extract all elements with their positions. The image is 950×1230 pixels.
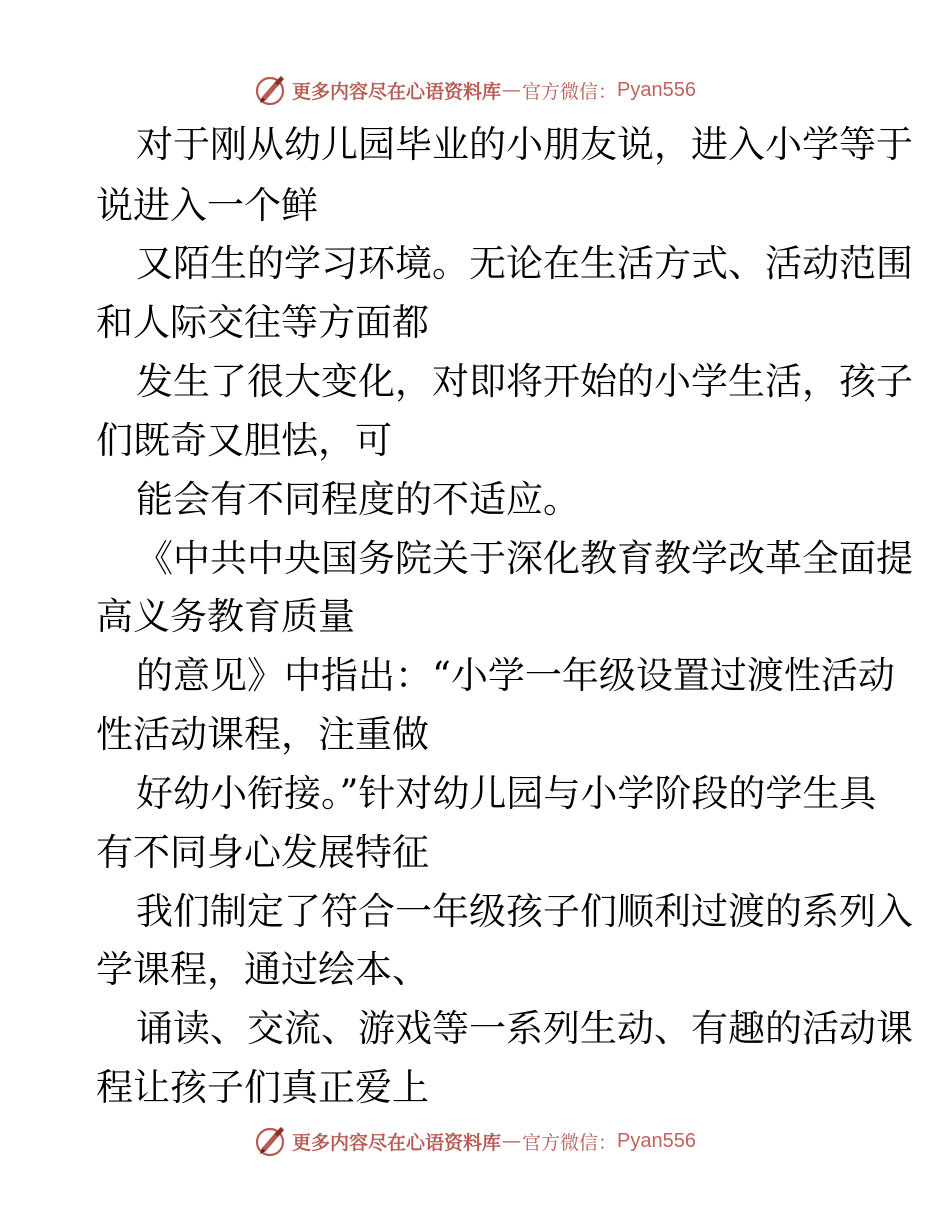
watermark-site-text: 更多内容尽在心语资料库 xyxy=(292,80,502,103)
text-line: 说进入一个鲜 xyxy=(96,184,318,227)
watermark-official-label: 官方微信： xyxy=(522,80,618,103)
watermark-separator: — xyxy=(502,79,522,101)
text-line: 们既奇又胆怯，可 xyxy=(96,419,392,462)
watermark-wechat-id: Pyan556 xyxy=(617,78,696,101)
text-line: 又陌生的学习环境。无论在生活方式、活动范围 xyxy=(136,242,913,285)
footer-watermark xyxy=(0,1121,950,1161)
text-line: 有不同身心发展特征 xyxy=(96,831,429,874)
pen-logo-icon xyxy=(254,1124,288,1158)
text-line: 我们制定了符合一年级孩子们顺利过渡的系列入 xyxy=(136,890,913,933)
pen-logo-icon xyxy=(254,73,288,107)
text-line: 诵读、交流、游戏等一系列生动、有趣的活动课 xyxy=(136,1007,913,1050)
watermark-site-text: 更多内容尽在心语资料库 xyxy=(292,1131,502,1154)
header-watermark xyxy=(0,70,950,110)
watermark-wechat-id: Pyan556 xyxy=(617,1129,696,1152)
text-line: 高义务教育质量 xyxy=(96,595,355,638)
text-line: 性活动课程，注重做 xyxy=(96,713,429,756)
text-line: 学课程，通过绘本、 xyxy=(96,948,429,991)
watermark-official-label: 官方微信： xyxy=(522,1131,618,1154)
text-line: 发生了很大变化，对即将开始的小学生活，孩子 xyxy=(136,360,913,403)
text-line: 《中共中央国务院关于深化教育教学改革全面提 xyxy=(136,537,913,580)
text-line: 和人际交往等方面都 xyxy=(96,301,429,344)
text-line: 对于刚从幼儿园毕业的小朋友说，进入小学等于 xyxy=(136,123,913,166)
watermark-separator: — xyxy=(502,1130,522,1152)
text-line: 好幼小衔接。”针对幼儿园与小学阶段的学生具 xyxy=(136,772,877,815)
text-line: 程让孩子们真正爱上 xyxy=(96,1066,429,1109)
text-line: 能会有不同程度的不适应。 xyxy=(136,478,580,521)
text-line: 的意见》中指出：“小学一年级设置过渡性活动 xyxy=(136,654,895,697)
